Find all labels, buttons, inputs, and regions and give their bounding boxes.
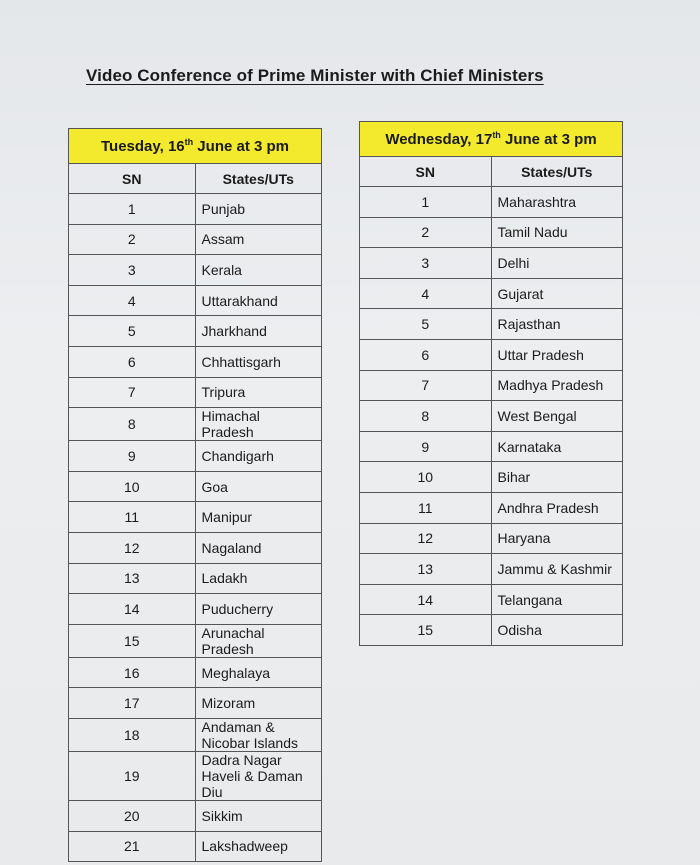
state-name-cell: Uttarakhand bbox=[195, 285, 322, 316]
table-row bbox=[69, 377, 322, 408]
state-name-cell: Punjab bbox=[195, 194, 322, 225]
states-column-header: States/UTs bbox=[491, 157, 623, 187]
tuesday-header-row bbox=[69, 129, 322, 164]
table-row bbox=[360, 339, 623, 370]
table-row bbox=[69, 624, 322, 657]
serial-number-cell: 7 bbox=[360, 370, 492, 401]
tuesday-date-heading: Tuesday, 16th June at 3 pm bbox=[69, 129, 322, 164]
table-row bbox=[360, 431, 623, 462]
states-column-header: States/UTs bbox=[195, 164, 322, 194]
state-name-cell: Nagaland bbox=[195, 532, 322, 563]
state-name-cell: Odisha bbox=[491, 615, 623, 646]
serial-number-cell: 5 bbox=[69, 316, 196, 347]
table-row bbox=[360, 217, 623, 248]
state-name-cell: Madhya Pradesh bbox=[491, 370, 623, 401]
serial-number-cell: 18 bbox=[69, 718, 196, 751]
table-row bbox=[69, 532, 322, 563]
tuesday-column-header-row bbox=[69, 164, 322, 194]
document-title: Video Conference of Prime Minister with Chief Ministers bbox=[86, 66, 544, 85]
serial-number-cell: 9 bbox=[360, 431, 492, 462]
state-name-cell: Himachal Pradesh bbox=[195, 408, 322, 441]
state-name-cell: Mizoram bbox=[195, 688, 322, 719]
wednesday-schedule-table bbox=[359, 121, 623, 646]
serial-number-cell: 1 bbox=[69, 194, 196, 225]
state-name-cell: Chhattisgarh bbox=[195, 346, 322, 377]
serial-number-cell: 3 bbox=[360, 248, 492, 279]
serial-number-cell: 17 bbox=[69, 688, 196, 719]
state-name-cell: Telangana bbox=[491, 584, 623, 615]
state-name-cell: Uttar Pradesh bbox=[491, 339, 623, 370]
table-row bbox=[360, 523, 623, 554]
serial-number-cell: 9 bbox=[69, 441, 196, 472]
table-row bbox=[69, 194, 322, 225]
serial-number-cell: 5 bbox=[360, 309, 492, 340]
table-row bbox=[360, 248, 623, 279]
state-name-cell: Andhra Pradesh bbox=[491, 492, 623, 523]
table-row bbox=[360, 401, 623, 432]
wednesday-date-heading: Wednesday, 17th June at 3 pm bbox=[360, 122, 623, 157]
table-row bbox=[69, 502, 322, 533]
state-name-cell: Assam bbox=[195, 224, 322, 255]
state-name-cell: Arunachal Pradesh bbox=[195, 624, 322, 657]
table-row bbox=[360, 309, 623, 340]
state-name-cell: Ladakh bbox=[195, 563, 322, 594]
serial-number-cell: 12 bbox=[69, 532, 196, 563]
table-row bbox=[360, 492, 623, 523]
table-row bbox=[360, 554, 623, 585]
state-name-cell: Sikkim bbox=[195, 800, 322, 831]
serial-number-cell: 8 bbox=[69, 408, 196, 441]
state-name-cell: Jammu & Kashmir bbox=[491, 554, 623, 585]
table-row bbox=[69, 408, 322, 441]
serial-number-cell: 14 bbox=[360, 584, 492, 615]
state-name-cell: West Bengal bbox=[491, 401, 623, 432]
state-name-cell: Tripura bbox=[195, 377, 322, 408]
state-name-cell: Andaman & Nicobar Islands bbox=[195, 718, 322, 751]
state-name-cell: Gujarat bbox=[491, 278, 623, 309]
state-name-cell: Dadra Nagar Haveli & Daman Diu bbox=[195, 751, 322, 800]
wednesday-column-header-row bbox=[360, 157, 623, 187]
wednesday-header-row bbox=[360, 122, 623, 157]
state-name-cell: Chandigarh bbox=[195, 441, 322, 472]
serial-number-cell: 10 bbox=[360, 462, 492, 493]
table-row bbox=[69, 471, 322, 502]
table-row bbox=[360, 584, 623, 615]
state-name-cell: Maharashtra bbox=[491, 187, 623, 218]
state-name-cell: Jharkhand bbox=[195, 316, 322, 347]
state-name-cell: Delhi bbox=[491, 248, 623, 279]
state-name-cell: Karnataka bbox=[491, 431, 623, 462]
serial-number-cell: 14 bbox=[69, 594, 196, 625]
state-name-cell: Rajasthan bbox=[491, 309, 623, 340]
table-row bbox=[69, 657, 322, 688]
serial-number-cell: 12 bbox=[360, 523, 492, 554]
serial-number-cell: 10 bbox=[69, 471, 196, 502]
serial-number-cell: 8 bbox=[360, 401, 492, 432]
table-row bbox=[360, 278, 623, 309]
serial-number-cell: 13 bbox=[360, 554, 492, 585]
sn-column-header: SN bbox=[360, 157, 492, 187]
state-name-cell: Manipur bbox=[195, 502, 322, 533]
serial-number-cell: 21 bbox=[69, 831, 196, 862]
table-row bbox=[360, 462, 623, 493]
serial-number-cell: 4 bbox=[360, 278, 492, 309]
table-row bbox=[69, 688, 322, 719]
table-row bbox=[69, 255, 322, 286]
serial-number-cell: 4 bbox=[69, 285, 196, 316]
serial-number-cell: 11 bbox=[360, 492, 492, 523]
state-name-cell: Haryana bbox=[491, 523, 623, 554]
sn-column-header: SN bbox=[69, 164, 196, 194]
serial-number-cell: 15 bbox=[69, 624, 196, 657]
state-name-cell: Kerala bbox=[195, 255, 322, 286]
state-name-cell: Goa bbox=[195, 471, 322, 502]
serial-number-cell: 2 bbox=[360, 217, 492, 248]
table-row bbox=[69, 316, 322, 347]
serial-number-cell: 2 bbox=[69, 224, 196, 255]
table-row bbox=[360, 187, 623, 218]
serial-number-cell: 3 bbox=[69, 255, 196, 286]
table-row bbox=[69, 563, 322, 594]
tuesday-schedule-table bbox=[68, 128, 322, 862]
serial-number-cell: 13 bbox=[69, 563, 196, 594]
state-name-cell: Lakshadweep bbox=[195, 831, 322, 862]
table-row bbox=[360, 370, 623, 401]
serial-number-cell: 1 bbox=[360, 187, 492, 218]
table-row bbox=[69, 285, 322, 316]
table-row bbox=[69, 751, 322, 800]
serial-number-cell: 16 bbox=[69, 657, 196, 688]
state-name-cell: Bihar bbox=[491, 462, 623, 493]
serial-number-cell: 11 bbox=[69, 502, 196, 533]
serial-number-cell: 6 bbox=[360, 339, 492, 370]
serial-number-cell: 19 bbox=[69, 751, 196, 800]
table-row bbox=[360, 615, 623, 646]
state-name-cell: Tamil Nadu bbox=[491, 217, 623, 248]
serial-number-cell: 6 bbox=[69, 346, 196, 377]
state-name-cell: Puducherry bbox=[195, 594, 322, 625]
table-row bbox=[69, 800, 322, 831]
state-name-cell: Meghalaya bbox=[195, 657, 322, 688]
table-row bbox=[69, 224, 322, 255]
table-row bbox=[69, 718, 322, 751]
serial-number-cell: 20 bbox=[69, 800, 196, 831]
serial-number-cell: 7 bbox=[69, 377, 196, 408]
table-row bbox=[69, 594, 322, 625]
table-row bbox=[69, 441, 322, 472]
serial-number-cell: 15 bbox=[360, 615, 492, 646]
table-row bbox=[69, 346, 322, 377]
table-row bbox=[69, 831, 322, 862]
